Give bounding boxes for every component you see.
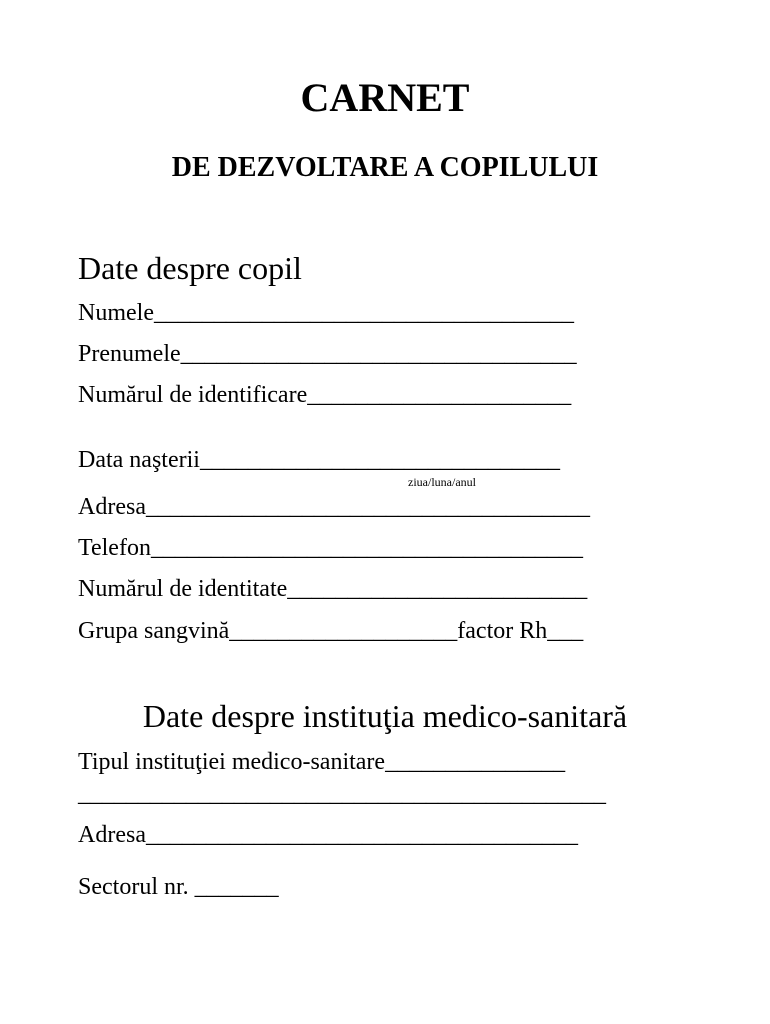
field-grupa-sangvina: Grupa sangvină___________________factor Rh___	[78, 618, 584, 644]
field-adresa-copil: Adresa_____________________________________	[78, 494, 590, 520]
field-numele: Numele___________________________________	[78, 300, 574, 326]
field-blank-line: ____________________________________________	[78, 781, 606, 807]
child-section-heading: Date despre copil	[78, 250, 302, 286]
field-telefon: Telefon____________________________________	[78, 535, 583, 561]
field-sectorul: Sectorul nr. _______	[78, 874, 279, 900]
field-prenumele: Prenumele_________________________________	[78, 341, 577, 367]
field-data-nasterii: Data naşterii______________________________	[78, 447, 560, 473]
document-subtitle: DE DEZVOLTARE A COPILULUI	[171, 152, 599, 183]
date-format-hint: ziua/luna/anul	[408, 475, 476, 489]
field-tip-institutie: Tipul instituţiei medico-sanitare_______________	[78, 749, 566, 775]
document-title: CARNET	[300, 75, 470, 120]
institution-section-heading: Date despre instituţia medico-sanitară	[142, 698, 628, 734]
field-numar-identificare: Numărul de identificare______________________	[78, 382, 572, 408]
field-numar-identitate: Numărul de identitate_________________________	[78, 576, 588, 602]
field-adresa-institutie: Adresa____________________________________	[78, 822, 578, 848]
